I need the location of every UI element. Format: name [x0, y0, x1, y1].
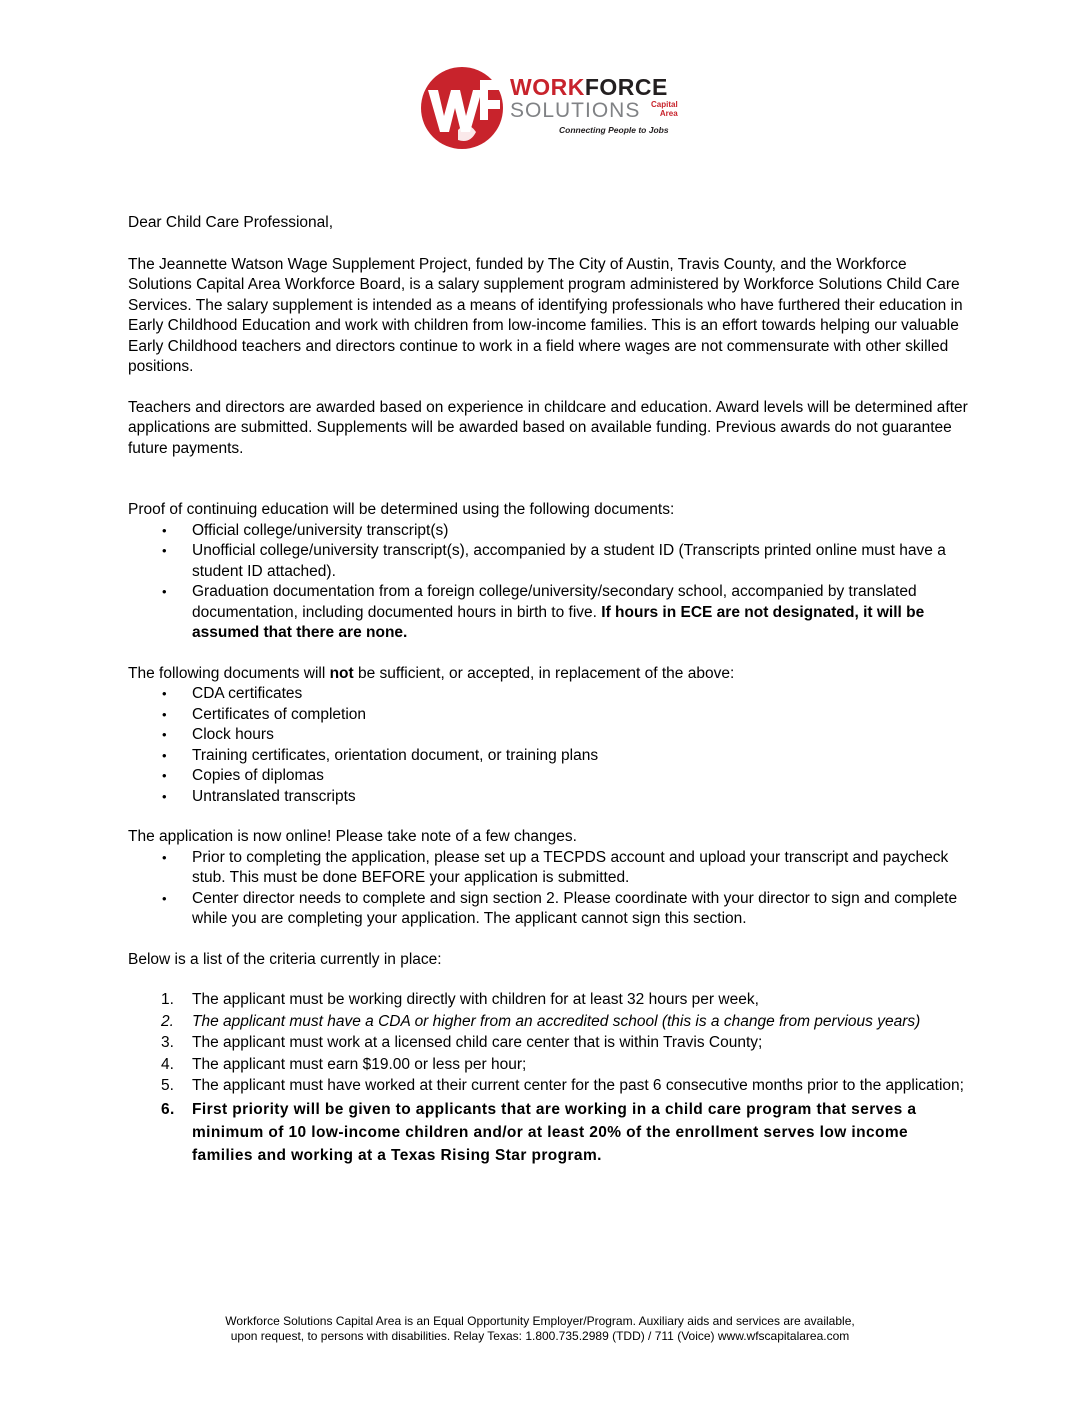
letter-body — [128, 213, 968, 1168]
footer — [140, 1314, 940, 1344]
proof-list — [128, 521, 968, 644]
award-paragraph: Teachers and directors are awarded based on experience in childcare and education. Award levels will be determined after applications are submitted. Supplements will be awarded based on available funding. Previous awards do not guarantee future payments. — [128, 398, 968, 457]
wf-emblem-icon — [418, 60, 508, 155]
footer-line: Workforce Solutions Capital Area is an Equal Opportunity Employer/Program. Auxiliary aids and services are available, — [225, 1314, 855, 1328]
not-accepted-intro: The following documents will not be sufficient, or accepted, in replacement of the above: — [128, 664, 735, 682]
logo-tagline: Connecting People to Jobs — [559, 125, 669, 135]
list-item: • Prior to completing the application, please set up a TECPDS account and upload your transcript and paycheck stub. This must be done BEFORE your application is submitted. — [128, 848, 968, 889]
criteria-list — [128, 990, 968, 1167]
list-item: • Certificates of completion — [128, 705, 968, 726]
list-item: • Official college/university transcript(s) — [128, 521, 968, 542]
list-item: • Graduation documentation from a foreign college/university/secondary school, accompanied by translated documentation, including documented hours in birth to five. If hours in ECE are not designated, it will be assumed that there are none. — [128, 582, 968, 644]
list-item: • Training certificates, orientation document, or training plans — [128, 746, 968, 767]
criteria-intro: Below is a list of the criteria currently in place: — [128, 950, 442, 968]
not-accepted-list — [128, 684, 968, 807]
list-item: • Copies of diplomas — [128, 766, 968, 787]
logo-solutions-text: SOLUTIONS — [510, 99, 641, 122]
criteria-item: 5. The applicant must have worked at their current center for the past 6 consecutive months prior to the application; — [161, 1077, 964, 1094]
list-item: • Unofficial college/university transcript(s), accompanied by a student ID (Transcripts printed online must have a student ID attached). — [128, 541, 968, 582]
online-intro: The application is now online! Please take note of a few changes. — [128, 828, 577, 845]
online-changes-list — [128, 848, 968, 930]
workforce-solutions-logo — [418, 60, 678, 155]
intro-paragraph: The Jeannette Watson Wage Supplement Project, funded by The City of Austin, Travis County, and the Workforce Solutions Capital Area Workforce Board, is a salary supplement program administered by Workforce Solutions Child Care Services. The salary supplement is intended as a means of identifying professionals who have furthered their education in Early Childhood Education and work with children from low-income families. This is an effort towards helping our valuable Early Childhood teachers and directors continue to work in a field where wages are not commensurate with other skilled positions. — [128, 255, 963, 375]
list-item: • Untranslated transcripts — [128, 787, 968, 808]
criteria-item: 2. The applicant must have a CDA or higher from an accredited school (this is a change from pervious years) — [161, 1012, 921, 1030]
footer-line: upon request, to persons with disabilities. Relay Texas: 1.800.735.2989 (TDD) / 711 (Voice) www.wfscapitalarea.com — [230, 1329, 850, 1343]
criteria-item: 3. The applicant must work at a licensed child care center that is within Travis County; — [161, 1034, 763, 1051]
list-item: • Center director needs to complete and sign section 2. Please coordinate with your director to sign and complete while you are completing your application. The applicant cannot sign this section. — [128, 889, 968, 930]
logo-capital-area-text: Capital Area — [651, 100, 678, 118]
list-item: • Clock hours — [128, 725, 968, 746]
proof-intro: Proof of continuing education will be determined using the following documents: — [128, 501, 675, 518]
logo-workforce-text: WORKFORCE — [510, 74, 668, 100]
criteria-item: 6. First priority will be given to applicants that are working in a child care program that serves a minimum of 10 low-income children and/or at least 20% of the enrollment serves low income families and working at a Texas Rising Star program. — [161, 1100, 917, 1164]
list-item: • CDA certificates — [128, 684, 968, 705]
criteria-item: 4. The applicant must earn $19.00 or less per hour; — [161, 1055, 527, 1073]
greeting: Dear Child Care Professional, — [128, 214, 334, 231]
criteria-item: 1. The applicant must be working directly with children for at least 32 hours per week, — [161, 991, 759, 1008]
